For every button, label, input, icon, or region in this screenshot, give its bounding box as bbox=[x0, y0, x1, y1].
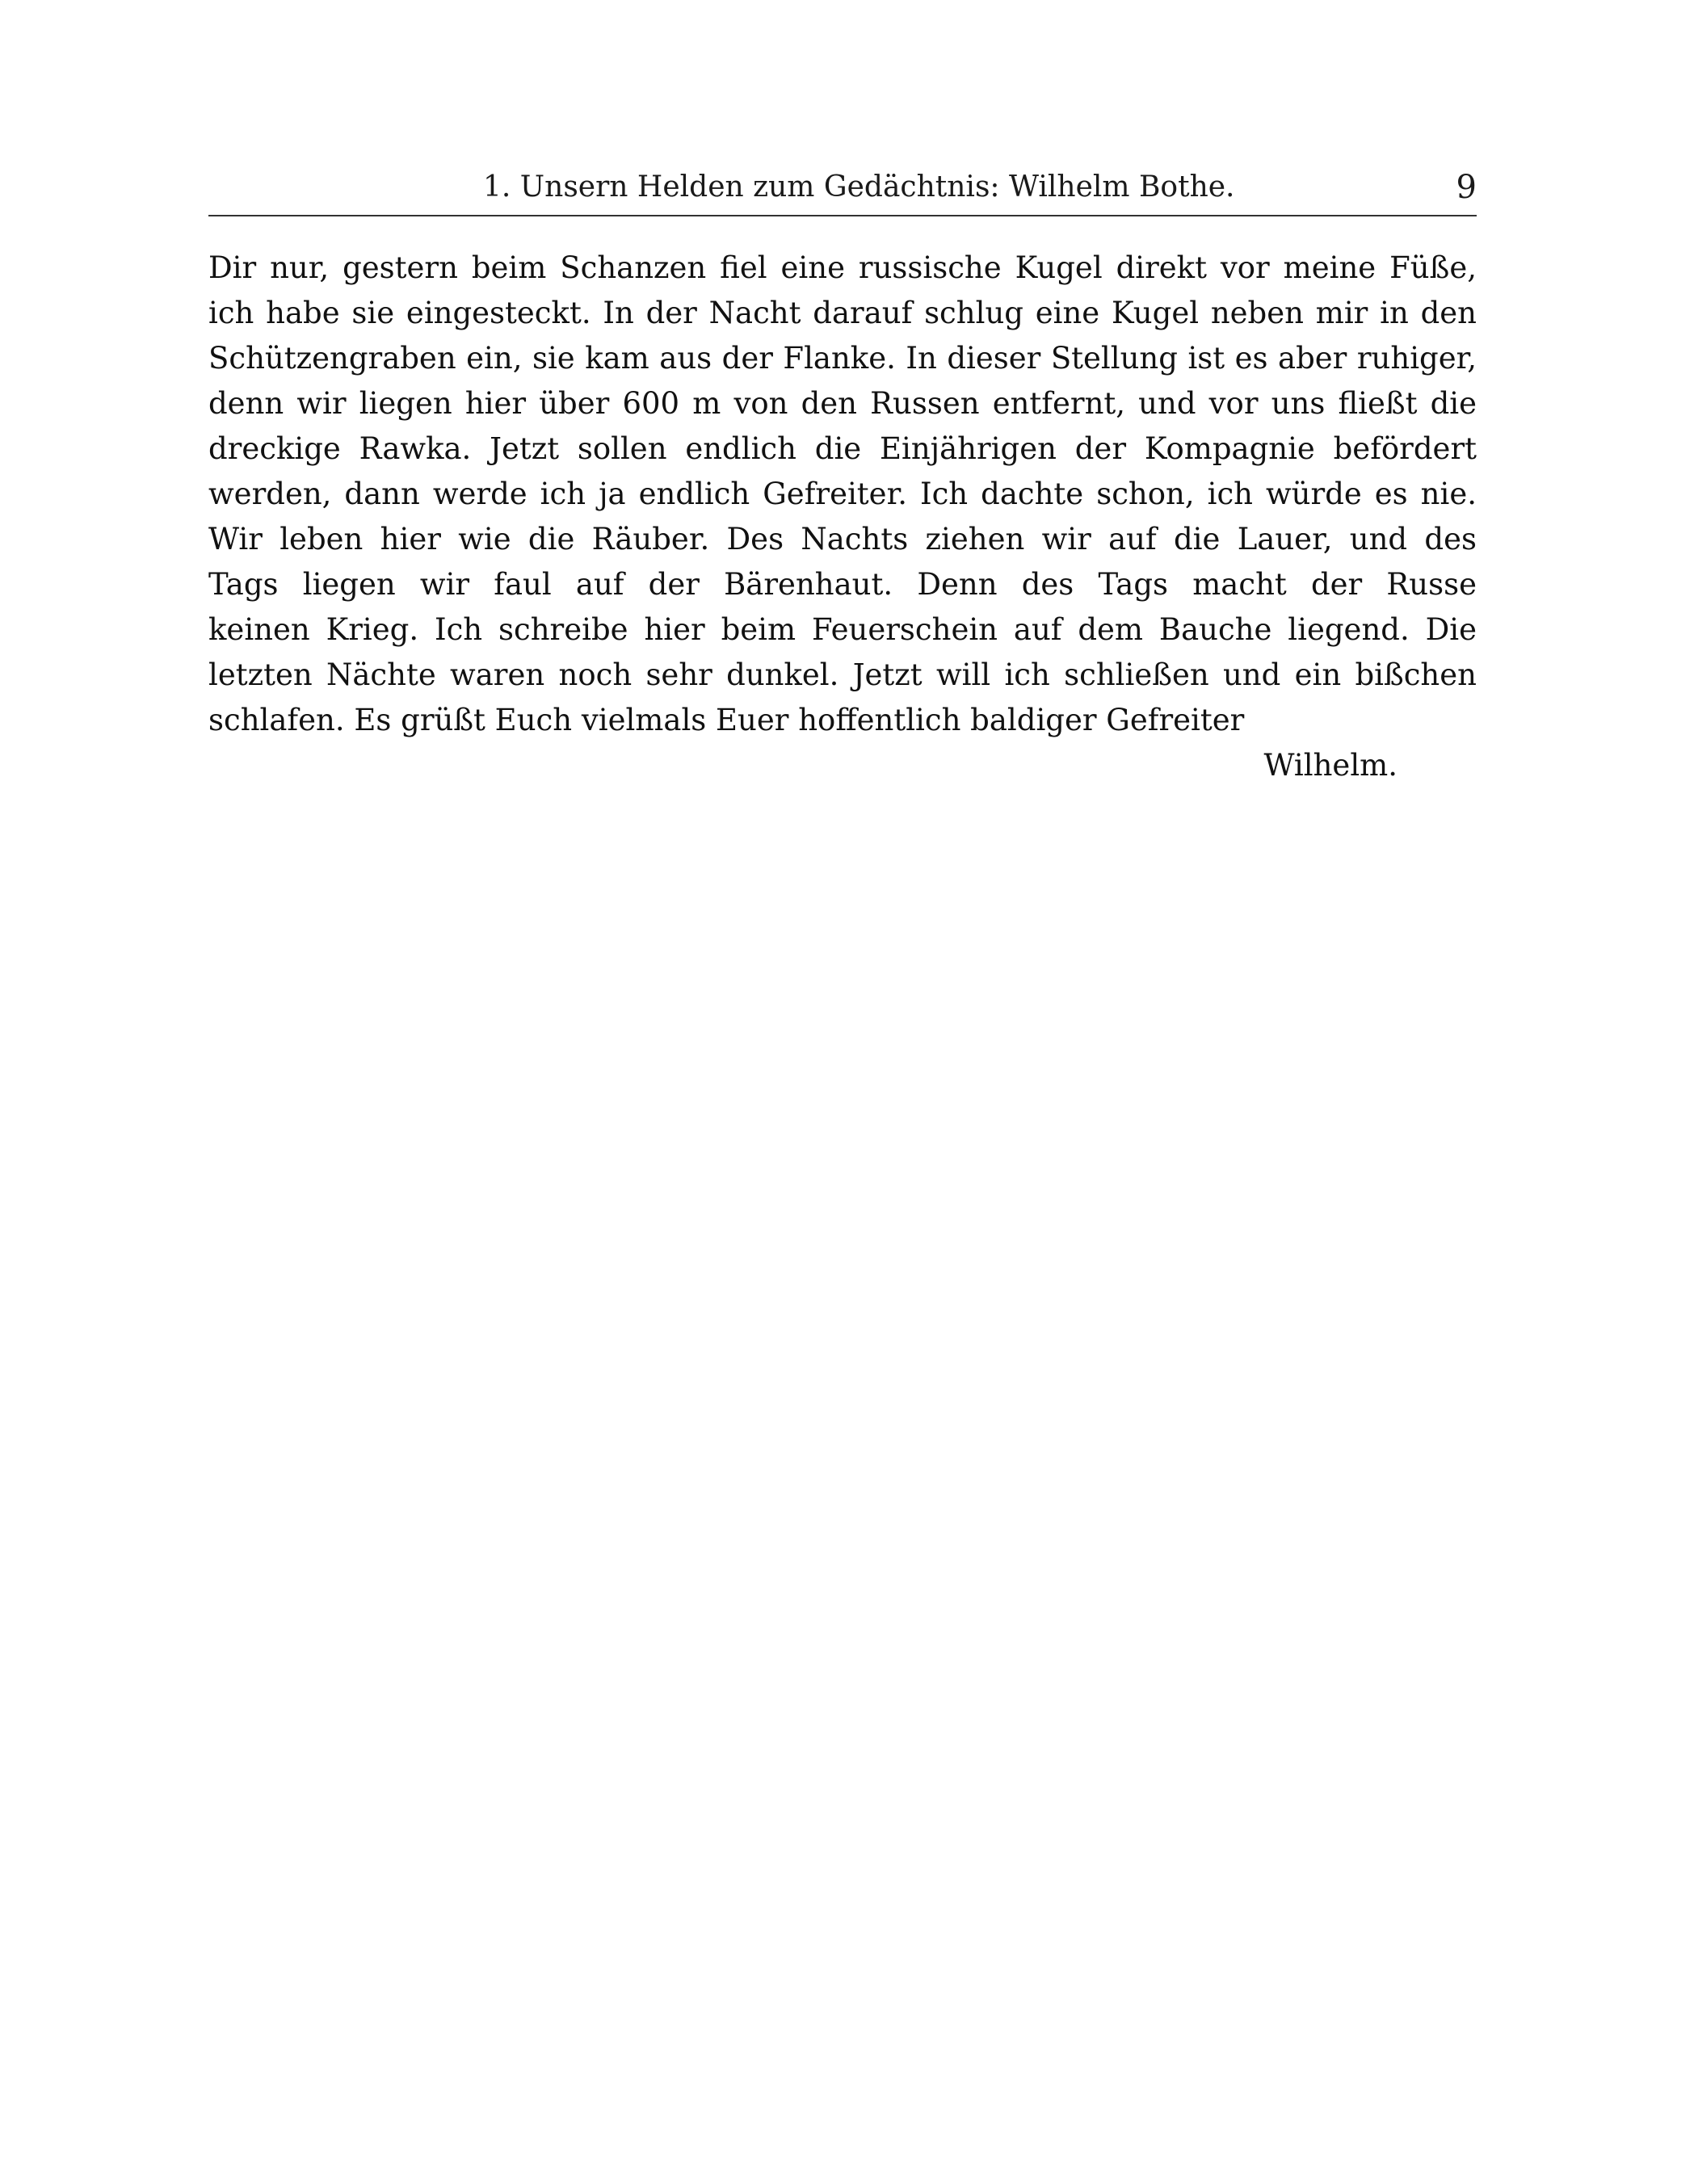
text-line: Wir leben hier wie die Räuber. Des Nachts ziehen wir auf die Lauer, und des bbox=[208, 522, 1477, 556]
text-line: ich habe sie eingesteckt. In der Nacht darauf schlug eine Kugel neben mir in den bbox=[208, 296, 1477, 330]
text-line: letzten Nächte waren noch sehr dunkel. Jetzt will ich schließen und ein bißchen bbox=[208, 657, 1477, 692]
running-head bbox=[208, 166, 1477, 211]
text-line: Dir nur, gestern beim Schanzen fiel eine russische Kugel direkt vor meine Füße, bbox=[208, 250, 1477, 285]
page-number: 9 bbox=[1456, 169, 1477, 206]
signature: Wilhelm. bbox=[1263, 748, 1397, 783]
letter-text bbox=[208, 246, 1477, 788]
text-line: werden, dann werde ich ja endlich Gefreiter. Ich dachte schon, ich würde es nie. bbox=[208, 477, 1477, 511]
text-line: dreckige Rawka. Jetzt sollen endlich die Einjährigen der Kompagnie befördert bbox=[208, 431, 1477, 466]
text-line: Tags liegen wir faul auf der Bärenhaut. Denn des Tags macht der Russe bbox=[208, 567, 1477, 602]
text-line: Schützengraben ein, sie kam aus der Flanke. In dieser Stellung ist es aber ruhiger, bbox=[208, 341, 1477, 376]
text-line: schlafen. Es grüßt Euch vielmals Euer hoffentlich baldiger Gefreiter bbox=[208, 703, 1245, 737]
running-title: 1. Unsern Helden zum Gedächtnis: Wilhelm Bothe. bbox=[483, 170, 1235, 204]
text-line: denn wir liegen hier über 600 m von den Russen entfernt, und vor uns fließt die bbox=[208, 386, 1477, 421]
header-rule bbox=[208, 215, 1477, 216]
text-line: keinen Krieg. Ich schreibe hier beim Feuerschein auf dem Bauche liegend. Die bbox=[208, 612, 1477, 647]
